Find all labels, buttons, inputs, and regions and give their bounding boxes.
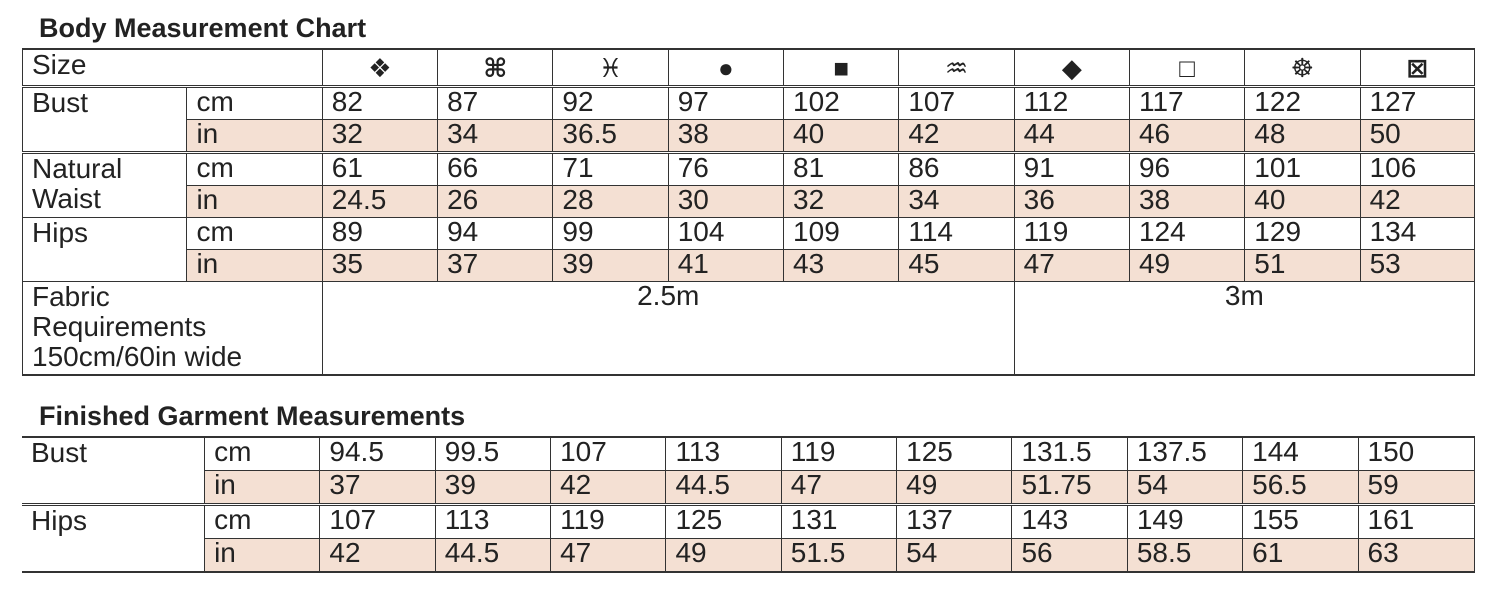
aquarius-wave-icon: ♒ xyxy=(944,52,969,83)
value-in: 28 xyxy=(553,186,668,218)
value-cm: 101 xyxy=(1245,153,1360,186)
value-cm: 134 xyxy=(1360,218,1474,250)
size-symbol-cell xyxy=(668,49,783,87)
value-cm: 61 xyxy=(322,153,437,186)
value-cm: 112 xyxy=(1014,87,1129,120)
command-key-icon: ⌘ xyxy=(483,52,508,83)
value-cm: 66 xyxy=(438,153,553,186)
value-cm: 102 xyxy=(784,87,899,120)
garment-row-cm xyxy=(22,437,1475,471)
value-in: 34 xyxy=(899,186,1014,218)
value-cm: 87 xyxy=(438,87,553,120)
unit-cm: cm xyxy=(187,218,322,250)
value-cm: 99.5 xyxy=(435,437,550,471)
garment-row-in xyxy=(22,539,1475,573)
unit-cm: cm xyxy=(205,505,320,539)
value-in: 46 xyxy=(1129,120,1244,153)
value-in: 37 xyxy=(320,471,435,505)
value-cm: 109 xyxy=(784,218,899,250)
value-cm: 107 xyxy=(551,437,666,471)
size-symbol-cell xyxy=(438,49,553,87)
value-in: 51.5 xyxy=(781,539,896,573)
value-cm: 119 xyxy=(551,505,666,539)
value-in: 47 xyxy=(781,471,896,505)
value-cm: 71 xyxy=(553,153,668,186)
value-cm: 137.5 xyxy=(1127,437,1242,471)
value-cm: 124 xyxy=(1129,218,1244,250)
value-cm: 86 xyxy=(899,153,1014,186)
value-cm: 131.5 xyxy=(1012,437,1127,471)
size-symbol-cell xyxy=(784,49,899,87)
unit-in: in xyxy=(205,539,320,573)
dharma-wheel-icon: ☸ xyxy=(1290,52,1315,83)
size-symbol-cell xyxy=(553,49,668,87)
value-cm: 137 xyxy=(897,505,1012,539)
black-square-icon: ■ xyxy=(833,52,850,83)
value-cm: 149 xyxy=(1127,505,1242,539)
garment-label: Bust xyxy=(22,437,205,505)
measurement-row-cm xyxy=(23,218,1475,250)
value-cm: 104 xyxy=(668,218,783,250)
fabric-label-line: 150cm/60in wide xyxy=(32,341,243,372)
value-cm: 96 xyxy=(1129,153,1244,186)
value-in: 24.5 xyxy=(322,186,437,218)
value-cm: 144 xyxy=(1243,437,1358,471)
value-in: 35 xyxy=(322,250,437,282)
value-in: 42 xyxy=(899,120,1014,153)
value-cm: 113 xyxy=(666,437,781,471)
size-row xyxy=(23,49,1475,87)
unit-in: in xyxy=(205,471,320,505)
size-label: Size xyxy=(23,49,323,87)
value-in: 48 xyxy=(1245,120,1360,153)
value-in: 39 xyxy=(553,250,668,282)
value-in: 51.75 xyxy=(1012,471,1127,505)
fabric-label-line: Fabric xyxy=(32,281,110,312)
value-cm: 117 xyxy=(1129,87,1244,120)
garment-chart-title: Finished Garment Measurements xyxy=(39,401,466,431)
value-in: 43 xyxy=(784,250,899,282)
value-in: 37 xyxy=(438,250,553,282)
size-symbol-cell xyxy=(1014,49,1129,87)
value-cm: 125 xyxy=(897,437,1012,471)
measurement-row-cm xyxy=(23,87,1475,120)
value-in: 30 xyxy=(668,186,783,218)
value-in: 49 xyxy=(1129,250,1244,282)
body-chart-title: Body Measurement Chart xyxy=(39,13,367,43)
value-in: 38 xyxy=(668,120,783,153)
fabric-value: 3m xyxy=(1014,282,1474,376)
value-cm: 155 xyxy=(1243,505,1358,539)
value-in: 56.5 xyxy=(1243,471,1358,505)
value-in: 51 xyxy=(1245,250,1360,282)
value-cm: 143 xyxy=(1012,505,1127,539)
unit-in: in xyxy=(187,250,322,282)
value-cm: 107 xyxy=(320,505,435,539)
black-diamond-icon: ◆ xyxy=(1061,52,1082,83)
value-cm: 76 xyxy=(668,153,783,186)
measurement-label: Hips xyxy=(23,218,187,282)
value-cm: 107 xyxy=(899,87,1014,120)
value-in: 39 xyxy=(435,471,550,505)
value-in: 54 xyxy=(897,539,1012,573)
value-cm: 150 xyxy=(1367,437,1415,467)
size-symbol-cell xyxy=(1360,49,1474,87)
white-square-icon: □ xyxy=(1179,52,1195,83)
size-symbol-cell xyxy=(899,49,1014,87)
unit-in: in xyxy=(187,120,322,153)
value-in: 59 xyxy=(1358,471,1475,505)
garment-label: Hips xyxy=(22,505,205,573)
value-in: 50 xyxy=(1360,120,1474,153)
value-cm: 94.5 xyxy=(320,437,435,471)
size-symbol-cell xyxy=(1245,49,1360,87)
value-in: 40 xyxy=(1245,186,1360,218)
value-cm: 99 xyxy=(553,218,668,250)
value-in: 54 xyxy=(1127,471,1242,505)
finished-garment-table xyxy=(22,436,1475,573)
value-in: 34 xyxy=(438,120,553,153)
measurement-row-in xyxy=(23,186,1475,218)
value-cm: 81 xyxy=(784,153,899,186)
measurement-label: Bust xyxy=(23,87,187,153)
size-symbol-cell xyxy=(322,49,437,87)
value-in: 63 xyxy=(1358,539,1475,573)
value-in: 42 xyxy=(320,539,435,573)
value-cm: 122 xyxy=(1245,87,1360,120)
value-in: 49 xyxy=(897,471,1012,505)
measurement-row-in xyxy=(23,250,1475,282)
measurement-row-cm xyxy=(23,153,1475,186)
value-cm: 114 xyxy=(899,218,1014,250)
value-in: 44 xyxy=(1014,120,1129,153)
fabric-value: 2.5m xyxy=(322,282,1014,376)
value-in: 44.5 xyxy=(666,471,781,505)
size-symbol-cell xyxy=(1129,49,1244,87)
value-in: 47 xyxy=(551,539,666,573)
body-measurement-table xyxy=(22,48,1475,376)
value-in: 42 xyxy=(551,471,666,505)
value-in: 26 xyxy=(438,186,553,218)
four-diamond-icon: ❖ xyxy=(368,52,392,83)
value-cm: 94 xyxy=(438,218,553,250)
fabric-label xyxy=(23,282,323,376)
value-in: 58.5 xyxy=(1127,539,1242,573)
fabric-label-line: Requirements xyxy=(32,311,207,342)
pisces-icon: ♓ xyxy=(598,52,623,83)
value-in: 41 xyxy=(668,250,783,282)
value-cm: 89 xyxy=(322,218,437,250)
value-in: 40 xyxy=(784,120,899,153)
garment-row-in xyxy=(22,471,1475,505)
value-cm: 125 xyxy=(666,505,781,539)
value-cm: 91 xyxy=(1014,153,1129,186)
value-in: 36.5 xyxy=(553,120,668,153)
value-cm: 131 xyxy=(781,505,896,539)
value-cm: 113 xyxy=(435,505,550,539)
value-cm: 92 xyxy=(553,87,668,120)
unit-cm: cm xyxy=(187,87,322,120)
value-in: 53 xyxy=(1360,250,1474,282)
value-cm: 119 xyxy=(1014,218,1129,250)
measurement-label: Natural Waist xyxy=(23,153,187,218)
boxed-x-icon: ⊠ xyxy=(1406,52,1429,83)
value-cm: 127 xyxy=(1360,87,1474,120)
value-cm: 82 xyxy=(322,87,437,120)
value-in: 42 xyxy=(1360,186,1474,218)
fabric-row xyxy=(23,282,1475,376)
value-in: 36 xyxy=(1014,186,1129,218)
value-in: 32 xyxy=(322,120,437,153)
unit-cm: cm xyxy=(205,437,320,471)
value-in: 38 xyxy=(1129,186,1244,218)
value-in: 49 xyxy=(666,539,781,573)
value-cm: 106 xyxy=(1360,153,1474,186)
value-cm: 119 xyxy=(781,437,896,471)
value-cm: 161 xyxy=(1358,505,1475,539)
value-in: 47 xyxy=(1014,250,1129,282)
unit-in: in xyxy=(187,186,322,218)
measurement-row-in xyxy=(23,120,1475,153)
value-in: 44.5 xyxy=(435,539,550,573)
garment-row-cm xyxy=(22,505,1475,539)
black-circle-icon: ● xyxy=(718,52,734,83)
value-cm: 97 xyxy=(668,87,783,120)
value-in: 56 xyxy=(1012,539,1127,573)
value-cm: 129 xyxy=(1245,218,1360,250)
unit-cm: cm xyxy=(187,153,322,186)
value-in: 61 xyxy=(1243,539,1358,573)
value-in: 32 xyxy=(784,186,899,218)
value-in: 45 xyxy=(899,250,1014,282)
